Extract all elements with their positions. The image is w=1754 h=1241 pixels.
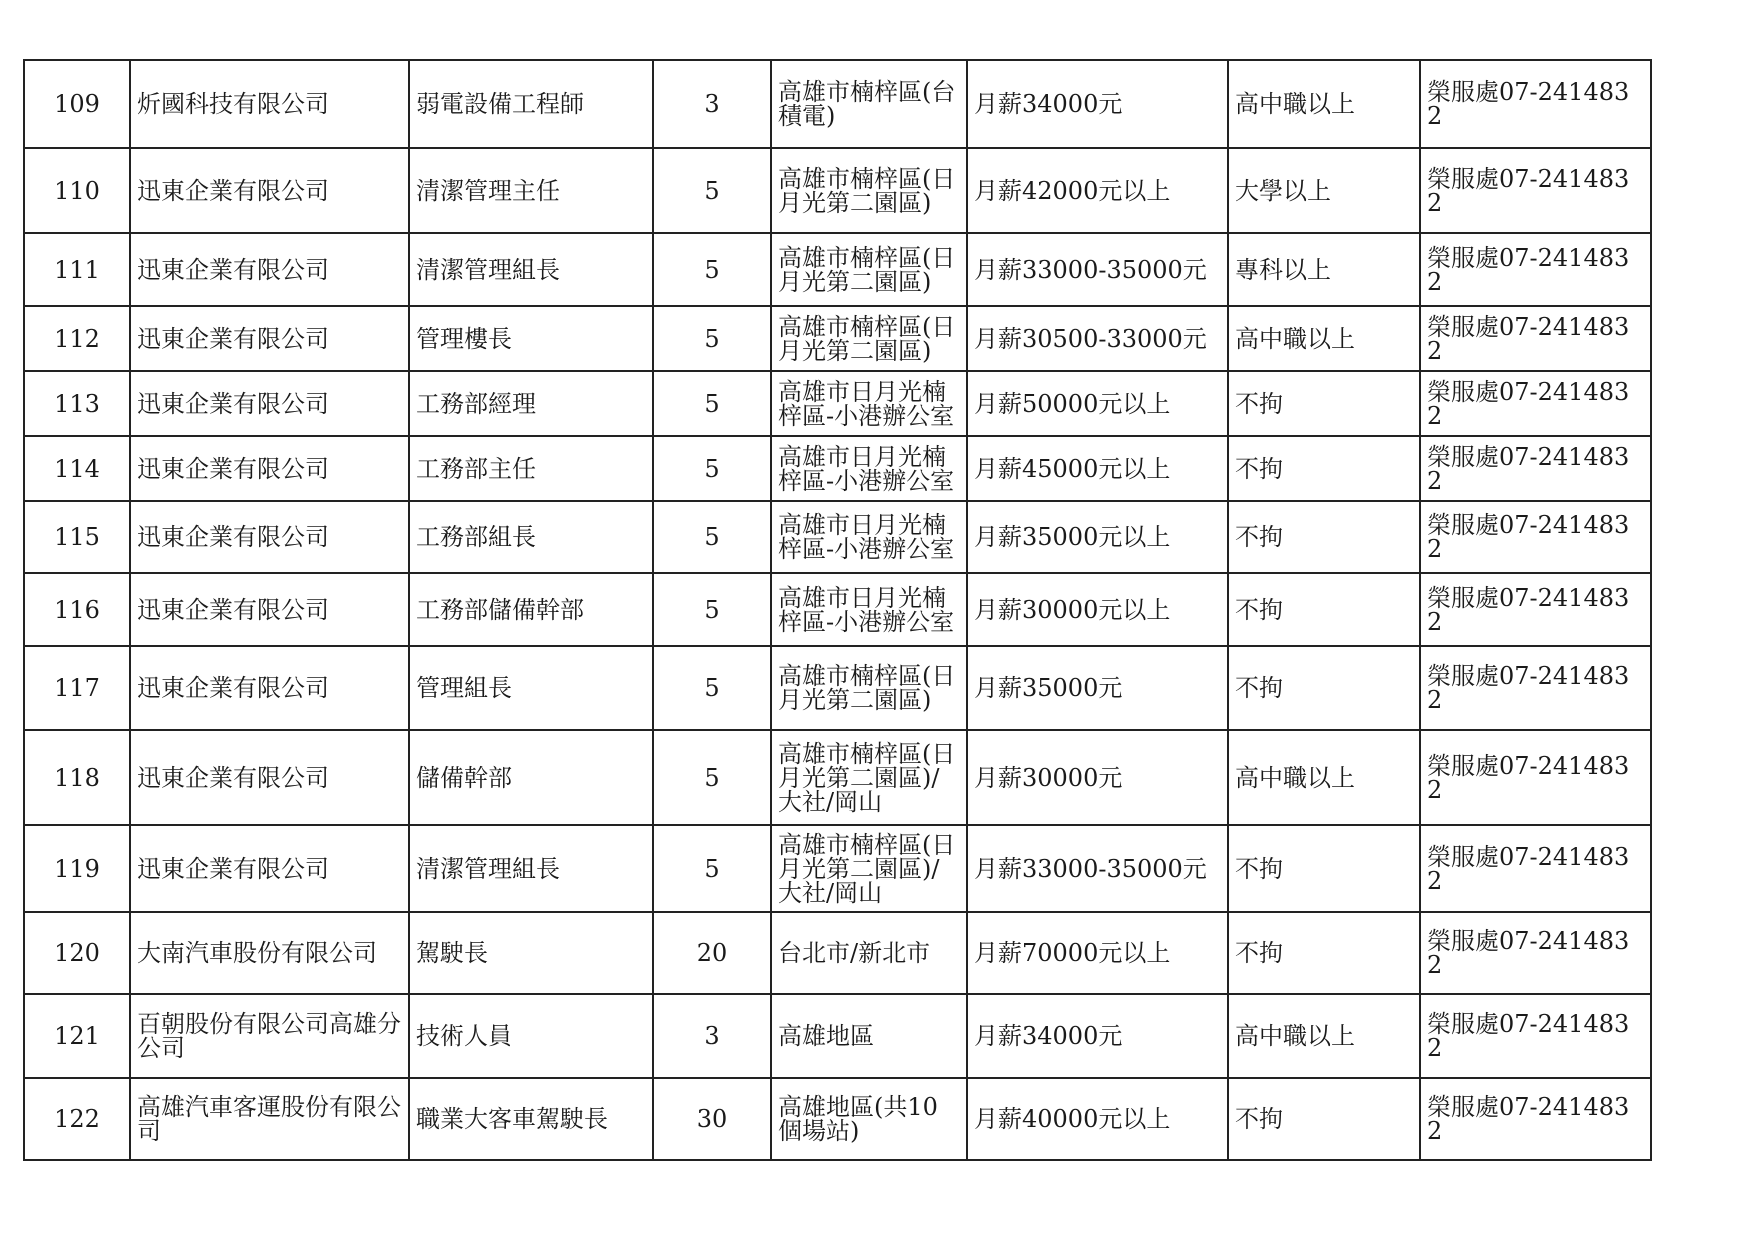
contact-info: 榮服處07-2414832 [1420, 730, 1651, 825]
education-requirement: 不拘 [1228, 646, 1420, 730]
job-title: 職業大客車駕駛長 [409, 1078, 653, 1160]
salary: 月薪34000元 [967, 994, 1228, 1078]
education-requirement: 不拘 [1228, 436, 1420, 501]
job-title: 管理樓長 [409, 306, 653, 371]
salary: 月薪30500-33000元 [967, 306, 1228, 371]
headcount: 5 [653, 730, 771, 825]
company-name: 迅東企業有限公司 [130, 371, 409, 436]
table-row [24, 912, 1651, 994]
table-row [24, 825, 1651, 912]
job-title: 儲備幹部 [409, 730, 653, 825]
headcount: 5 [653, 646, 771, 730]
headcount: 30 [653, 1078, 771, 1160]
job-title: 清潔管理組長 [409, 825, 653, 912]
salary: 月薪50000元以上 [967, 371, 1228, 436]
work-location: 高雄市楠梓區(日月光第二園區) [771, 148, 967, 233]
education-requirement: 不拘 [1228, 912, 1420, 994]
headcount: 5 [653, 825, 771, 912]
salary: 月薪30000元以上 [967, 573, 1228, 646]
row-number: 117 [24, 646, 130, 730]
company-name: 迅東企業有限公司 [130, 436, 409, 501]
contact-info: 榮服處07-2414832 [1420, 994, 1651, 1078]
company-name: 大南汽車股份有限公司 [130, 912, 409, 994]
job-title: 駕駛長 [409, 912, 653, 994]
salary: 月薪45000元以上 [967, 436, 1228, 501]
company-name: 迅東企業有限公司 [130, 646, 409, 730]
row-number: 116 [24, 573, 130, 646]
work-location: 高雄地區(共10個場站) [771, 1078, 967, 1160]
table-row [24, 501, 1651, 573]
headcount: 5 [653, 573, 771, 646]
job-listing-table [23, 59, 1652, 1161]
table-row [24, 646, 1651, 730]
contact-info: 榮服處07-2414832 [1420, 306, 1651, 371]
job-title: 工務部經理 [409, 371, 653, 436]
work-location: 台北市/新北市 [771, 912, 967, 994]
education-requirement: 不拘 [1228, 1078, 1420, 1160]
table-row [24, 233, 1651, 306]
contact-info: 榮服處07-2414832 [1420, 912, 1651, 994]
company-name: 炘國科技有限公司 [130, 60, 409, 148]
work-location: 高雄市楠梓區(日月光第二園區)/大社/岡山 [771, 825, 967, 912]
job-title: 清潔管理組長 [409, 233, 653, 306]
headcount: 5 [653, 233, 771, 306]
work-location: 高雄市楠梓區(日月光第二園區) [771, 233, 967, 306]
work-location: 高雄市楠梓區(日月光第二園區)/大社/岡山 [771, 730, 967, 825]
work-location: 高雄地區 [771, 994, 967, 1078]
work-location: 高雄市日月光楠梓區-小港辦公室 [771, 573, 967, 646]
row-number: 119 [24, 825, 130, 912]
education-requirement: 不拘 [1228, 371, 1420, 436]
job-title: 清潔管理主任 [409, 148, 653, 233]
work-location: 高雄市日月光楠梓區-小港辦公室 [771, 501, 967, 573]
contact-info: 榮服處07-2414832 [1420, 573, 1651, 646]
table-row [24, 573, 1651, 646]
company-name: 迅東企業有限公司 [130, 501, 409, 573]
education-requirement: 高中職以上 [1228, 994, 1420, 1078]
work-location: 高雄市楠梓區(台積電) [771, 60, 967, 148]
row-number: 122 [24, 1078, 130, 1160]
contact-info: 榮服處07-2414832 [1420, 371, 1651, 436]
headcount: 5 [653, 436, 771, 501]
contact-info: 榮服處07-2414832 [1420, 825, 1651, 912]
company-name: 迅東企業有限公司 [130, 306, 409, 371]
table-row [24, 306, 1651, 371]
table-row [24, 994, 1651, 1078]
salary: 月薪30000元 [967, 730, 1228, 825]
row-number: 113 [24, 371, 130, 436]
headcount: 3 [653, 994, 771, 1078]
headcount: 5 [653, 148, 771, 233]
table-row [24, 60, 1651, 148]
job-title: 工務部組長 [409, 501, 653, 573]
table-row [24, 148, 1651, 233]
contact-info: 榮服處07-2414832 [1420, 436, 1651, 501]
company-name: 高雄汽車客運股份有限公司 [130, 1078, 409, 1160]
salary: 月薪42000元以上 [967, 148, 1228, 233]
contact-info: 榮服處07-2414832 [1420, 148, 1651, 233]
row-number: 111 [24, 233, 130, 306]
education-requirement: 大學以上 [1228, 148, 1420, 233]
contact-info: 榮服處07-2414832 [1420, 60, 1651, 148]
education-requirement: 不拘 [1228, 825, 1420, 912]
work-location: 高雄市楠梓區(日月光第二園區) [771, 306, 967, 371]
row-number: 110 [24, 148, 130, 233]
headcount: 20 [653, 912, 771, 994]
education-requirement: 高中職以上 [1228, 730, 1420, 825]
salary: 月薪33000-35000元 [967, 233, 1228, 306]
table-row [24, 371, 1651, 436]
row-number: 115 [24, 501, 130, 573]
job-title: 弱電設備工程師 [409, 60, 653, 148]
salary: 月薪35000元以上 [967, 501, 1228, 573]
headcount: 5 [653, 306, 771, 371]
table-row [24, 1078, 1651, 1160]
row-number: 112 [24, 306, 130, 371]
salary: 月薪33000-35000元 [967, 825, 1228, 912]
salary: 月薪35000元 [967, 646, 1228, 730]
job-title: 工務部儲備幹部 [409, 573, 653, 646]
company-name: 迅東企業有限公司 [130, 233, 409, 306]
row-number: 114 [24, 436, 130, 501]
contact-info: 榮服處07-2414832 [1420, 501, 1651, 573]
education-requirement: 高中職以上 [1228, 60, 1420, 148]
work-location: 高雄市日月光楠梓區-小港辦公室 [771, 436, 967, 501]
salary: 月薪34000元 [967, 60, 1228, 148]
row-number: 109 [24, 60, 130, 148]
work-location: 高雄市楠梓區(日月光第二園區) [771, 646, 967, 730]
row-number: 118 [24, 730, 130, 825]
company-name: 迅東企業有限公司 [130, 730, 409, 825]
contact-info: 榮服處07-2414832 [1420, 233, 1651, 306]
work-location: 高雄市日月光楠梓區-小港辦公室 [771, 371, 967, 436]
company-name: 百朝股份有限公司高雄分公司 [130, 994, 409, 1078]
education-requirement: 高中職以上 [1228, 306, 1420, 371]
job-title: 技術人員 [409, 994, 653, 1078]
table-row [24, 730, 1651, 825]
education-requirement: 不拘 [1228, 573, 1420, 646]
headcount: 5 [653, 371, 771, 436]
company-name: 迅東企業有限公司 [130, 573, 409, 646]
headcount: 5 [653, 501, 771, 573]
salary: 月薪70000元以上 [967, 912, 1228, 994]
contact-info: 榮服處07-2414832 [1420, 1078, 1651, 1160]
job-title: 工務部主任 [409, 436, 653, 501]
row-number: 120 [24, 912, 130, 994]
education-requirement: 不拘 [1228, 501, 1420, 573]
company-name: 迅東企業有限公司 [130, 148, 409, 233]
salary: 月薪40000元以上 [967, 1078, 1228, 1160]
table-row [24, 436, 1651, 501]
job-title: 管理組長 [409, 646, 653, 730]
row-number: 121 [24, 994, 130, 1078]
headcount: 3 [653, 60, 771, 148]
contact-info: 榮服處07-2414832 [1420, 646, 1651, 730]
education-requirement: 專科以上 [1228, 233, 1420, 306]
company-name: 迅東企業有限公司 [130, 825, 409, 912]
job-listing-sheet [23, 59, 1650, 1161]
